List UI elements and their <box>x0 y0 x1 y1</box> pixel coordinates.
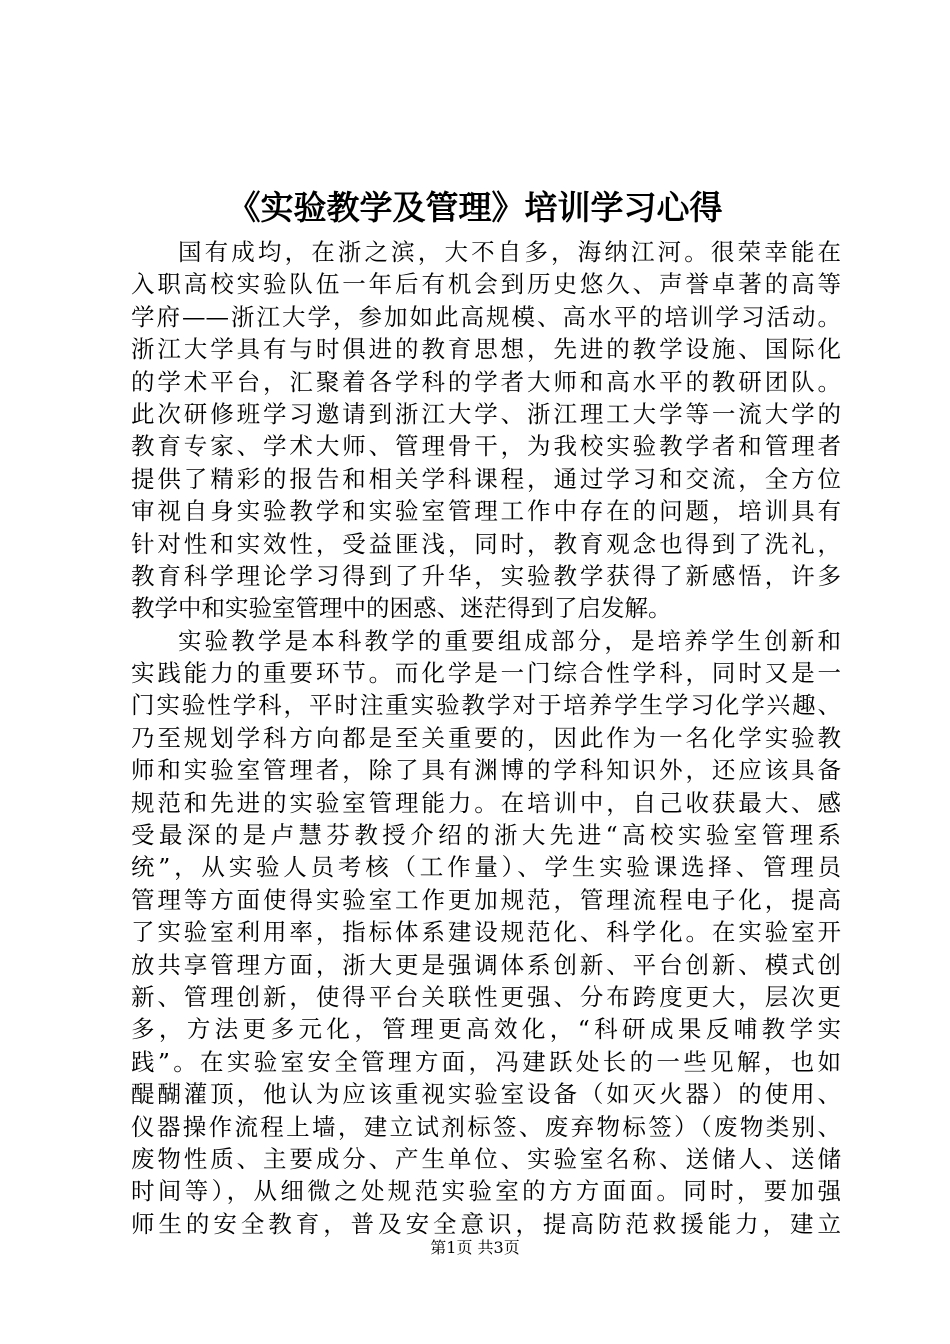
paragraph-2-line: 践”。在实验室安全管理方面，冯建跃处长的一些见解，也如 <box>131 1047 841 1076</box>
paragraph-1-line: 的学术平台，汇聚着各学科的学者大师和高水平的教研团队。 <box>131 367 841 396</box>
paragraph-1-line: 浙江大学具有与时俱进的教育思想，先进的教学设施、国际化 <box>131 335 841 364</box>
document-title: 《实验教学及管理》培训学习心得 <box>227 188 723 227</box>
paragraph-2-line: 师生的安全教育，普及安全意识，提高防范救援能力，建立 <box>131 1209 841 1238</box>
paragraph-2-line: 废物性质、主要成分、产生单位、实验室名称、送储人、送储 <box>131 1144 841 1173</box>
paragraph-1-line: 教育科学理论学习得到了升华，实验教学获得了新感悟，许多 <box>131 561 841 590</box>
document-body <box>131 236 841 1240</box>
paragraph-1-line: 审视自身实验教学和实验室管理工作中存在的问题，培训具有 <box>131 497 841 526</box>
paragraph-1-line: 教学中和实验室管理中的困惑、迷茫得到了启发解。 <box>131 594 672 623</box>
paragraph-2-line: 乃至规划学科方向都是至关重要的，因此作为一名化学实验教 <box>131 723 841 752</box>
paragraph-2-line: 受最深的是卢慧芬教授介绍的浙大先进“高校实验室管理系 <box>131 821 841 850</box>
paragraph-2-line: 管理等方面使得实验室工作更加规范，管理流程电子化，提高 <box>131 885 841 914</box>
paragraph-2-line: 了实验室利用率，指标体系建设规范化、科学化。在实验室开 <box>131 918 841 947</box>
page-number-footer: 第1页 共3页 <box>430 1238 520 1257</box>
paragraph-1-line: 提供了精彩的报告和相关学科课程，通过学习和交流，全方位 <box>131 464 841 493</box>
paragraph-2-line: 多，方法更多元化，管理更高效化，“科研成果反哺教学实 <box>131 1015 841 1044</box>
paragraph-2-line: 醍醐灌顶，他认为应该重视实验室设备（如灭火器）的使用、 <box>131 1080 841 1109</box>
paragraph-1-line: 入职高校实验队伍一年后有机会到历史悠久、声誉卓著的高等 <box>131 270 841 299</box>
paragraph-1-line: 教育专家、学术大师、管理骨干，为我校实验教学者和管理者 <box>131 432 841 461</box>
paragraph-2-line: 实践能力的重要环节。而化学是一门综合性学科，同时又是一 <box>131 659 841 688</box>
paragraph-1-line: 国有成均，在浙之滨，大不自多，海纳江河。很荣幸能在 <box>178 238 841 266</box>
paragraph-2-line: 放共享管理方面，浙大更是强调体系创新、平台创新、模式创 <box>131 950 841 979</box>
paragraph-1-line: 针对性和实效性，受益匪浅，同时，教育观念也得到了洗礼， <box>131 529 841 558</box>
paragraph-2-line: 师和实验室管理者，除了具有渊博的学科知识外，还应该具备 <box>131 756 841 785</box>
paragraph-1-line: 学府——浙江大学，参加如此高规模、高水平的培训学习活动。 <box>131 302 841 331</box>
paragraph-2-line: 统”，从实验人员考核（工作量）、学生实验课选择、管理员 <box>131 853 841 882</box>
paragraph-2-line: 仪器操作流程上墙，建立试剂标签、废弃物标签）（废物类别、 <box>131 1112 841 1141</box>
paragraph-1-line: 此次研修班学习邀请到浙江大学、浙江理工大学等一流大学的 <box>131 399 841 428</box>
paragraph-2-line: 门实验性学科，平时注重实验教学对于培养学生学习化学兴趣、 <box>131 691 841 720</box>
paragraph-2-line: 实验教学是本科教学的重要组成部分，是培养学生创新和 <box>178 626 841 655</box>
paragraph-2-line: 时间等），从细微之处规范实验室的方方面面。同时，要加强 <box>131 1177 841 1206</box>
paragraph-2-line: 新、管理创新，使得平台关联性更强、分布跨度更大，层次更 <box>131 982 841 1011</box>
paragraph-2-line: 规范和先进的实验室管理能力。在培训中，自己收获最大、感 <box>131 788 841 817</box>
